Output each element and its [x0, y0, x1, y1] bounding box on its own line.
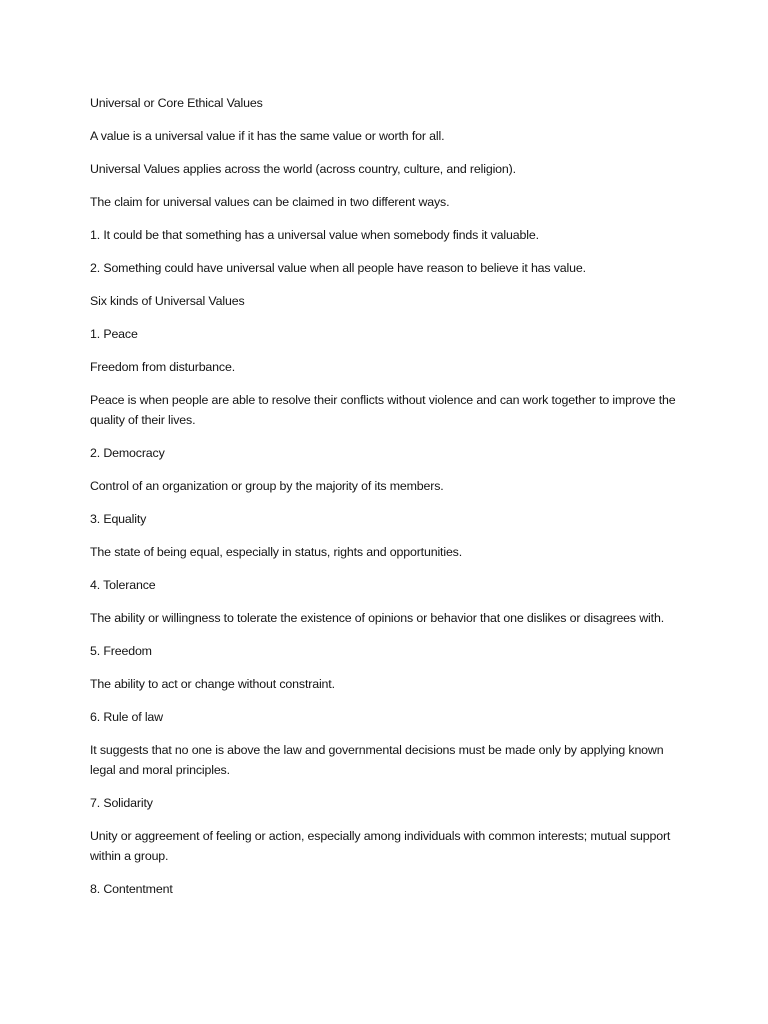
value-heading-freedom: 5. Freedom — [90, 644, 152, 658]
value-text-solidarity: Unity or aggreement of feeling or action, especially among individuals with common interests; mutual support within a group. — [90, 829, 671, 863]
document-title: Universal or Core Ethical Values — [90, 96, 263, 110]
value-text-rule-of-law: It suggests that no one is above the law and governmental decisions must be made only by applying known legal and moral principles. — [90, 743, 664, 777]
document-body — [90, 93, 680, 912]
value-heading-democracy: 2. Democracy — [90, 446, 165, 460]
scope-paragraph: Universal Values applies across the world (across country, culture, and religion). — [90, 162, 516, 176]
claim-paragraph: The claim for universal values can be claimed in two different ways. — [90, 195, 450, 209]
definition-paragraph: A value is a universal value if it has the same value or worth for all. — [90, 129, 445, 143]
claim-way-2: 2. Something could have universal value when all people have reason to believe it has value. — [90, 261, 586, 275]
value-text-freedom: The ability to act or change without constraint. — [90, 677, 335, 691]
value-text-tolerance: The ability or willingness to tolerate the existence of opinions or behavior that one dislikes or disagrees with. — [90, 611, 664, 625]
value-heading-equality: 3. Equality — [90, 512, 147, 526]
value-heading-rule-of-law: 6. Rule of law — [90, 710, 163, 724]
value-heading-peace: 1. Peace — [90, 327, 138, 341]
value-heading-contentment: 8. Contentment — [90, 882, 173, 896]
value-heading-tolerance: 4. Tolerance — [90, 578, 156, 592]
value-text-peace-long: Peace is when people are able to resolve their conflicts without violence and can work together to improve the quality of their lives. — [90, 393, 676, 427]
section-heading: Six kinds of Universal Values — [90, 294, 245, 308]
claim-way-1: 1. It could be that something has a universal value when somebody finds it valuable. — [90, 228, 539, 242]
value-text-peace-short: Freedom from disturbance. — [90, 360, 235, 374]
value-text-equality: The state of being equal, especially in status, rights and opportunities. — [90, 545, 463, 559]
value-text-democracy: Control of an organization or group by the majority of its members. — [90, 479, 444, 493]
value-heading-solidarity: 7. Solidarity — [90, 796, 153, 810]
